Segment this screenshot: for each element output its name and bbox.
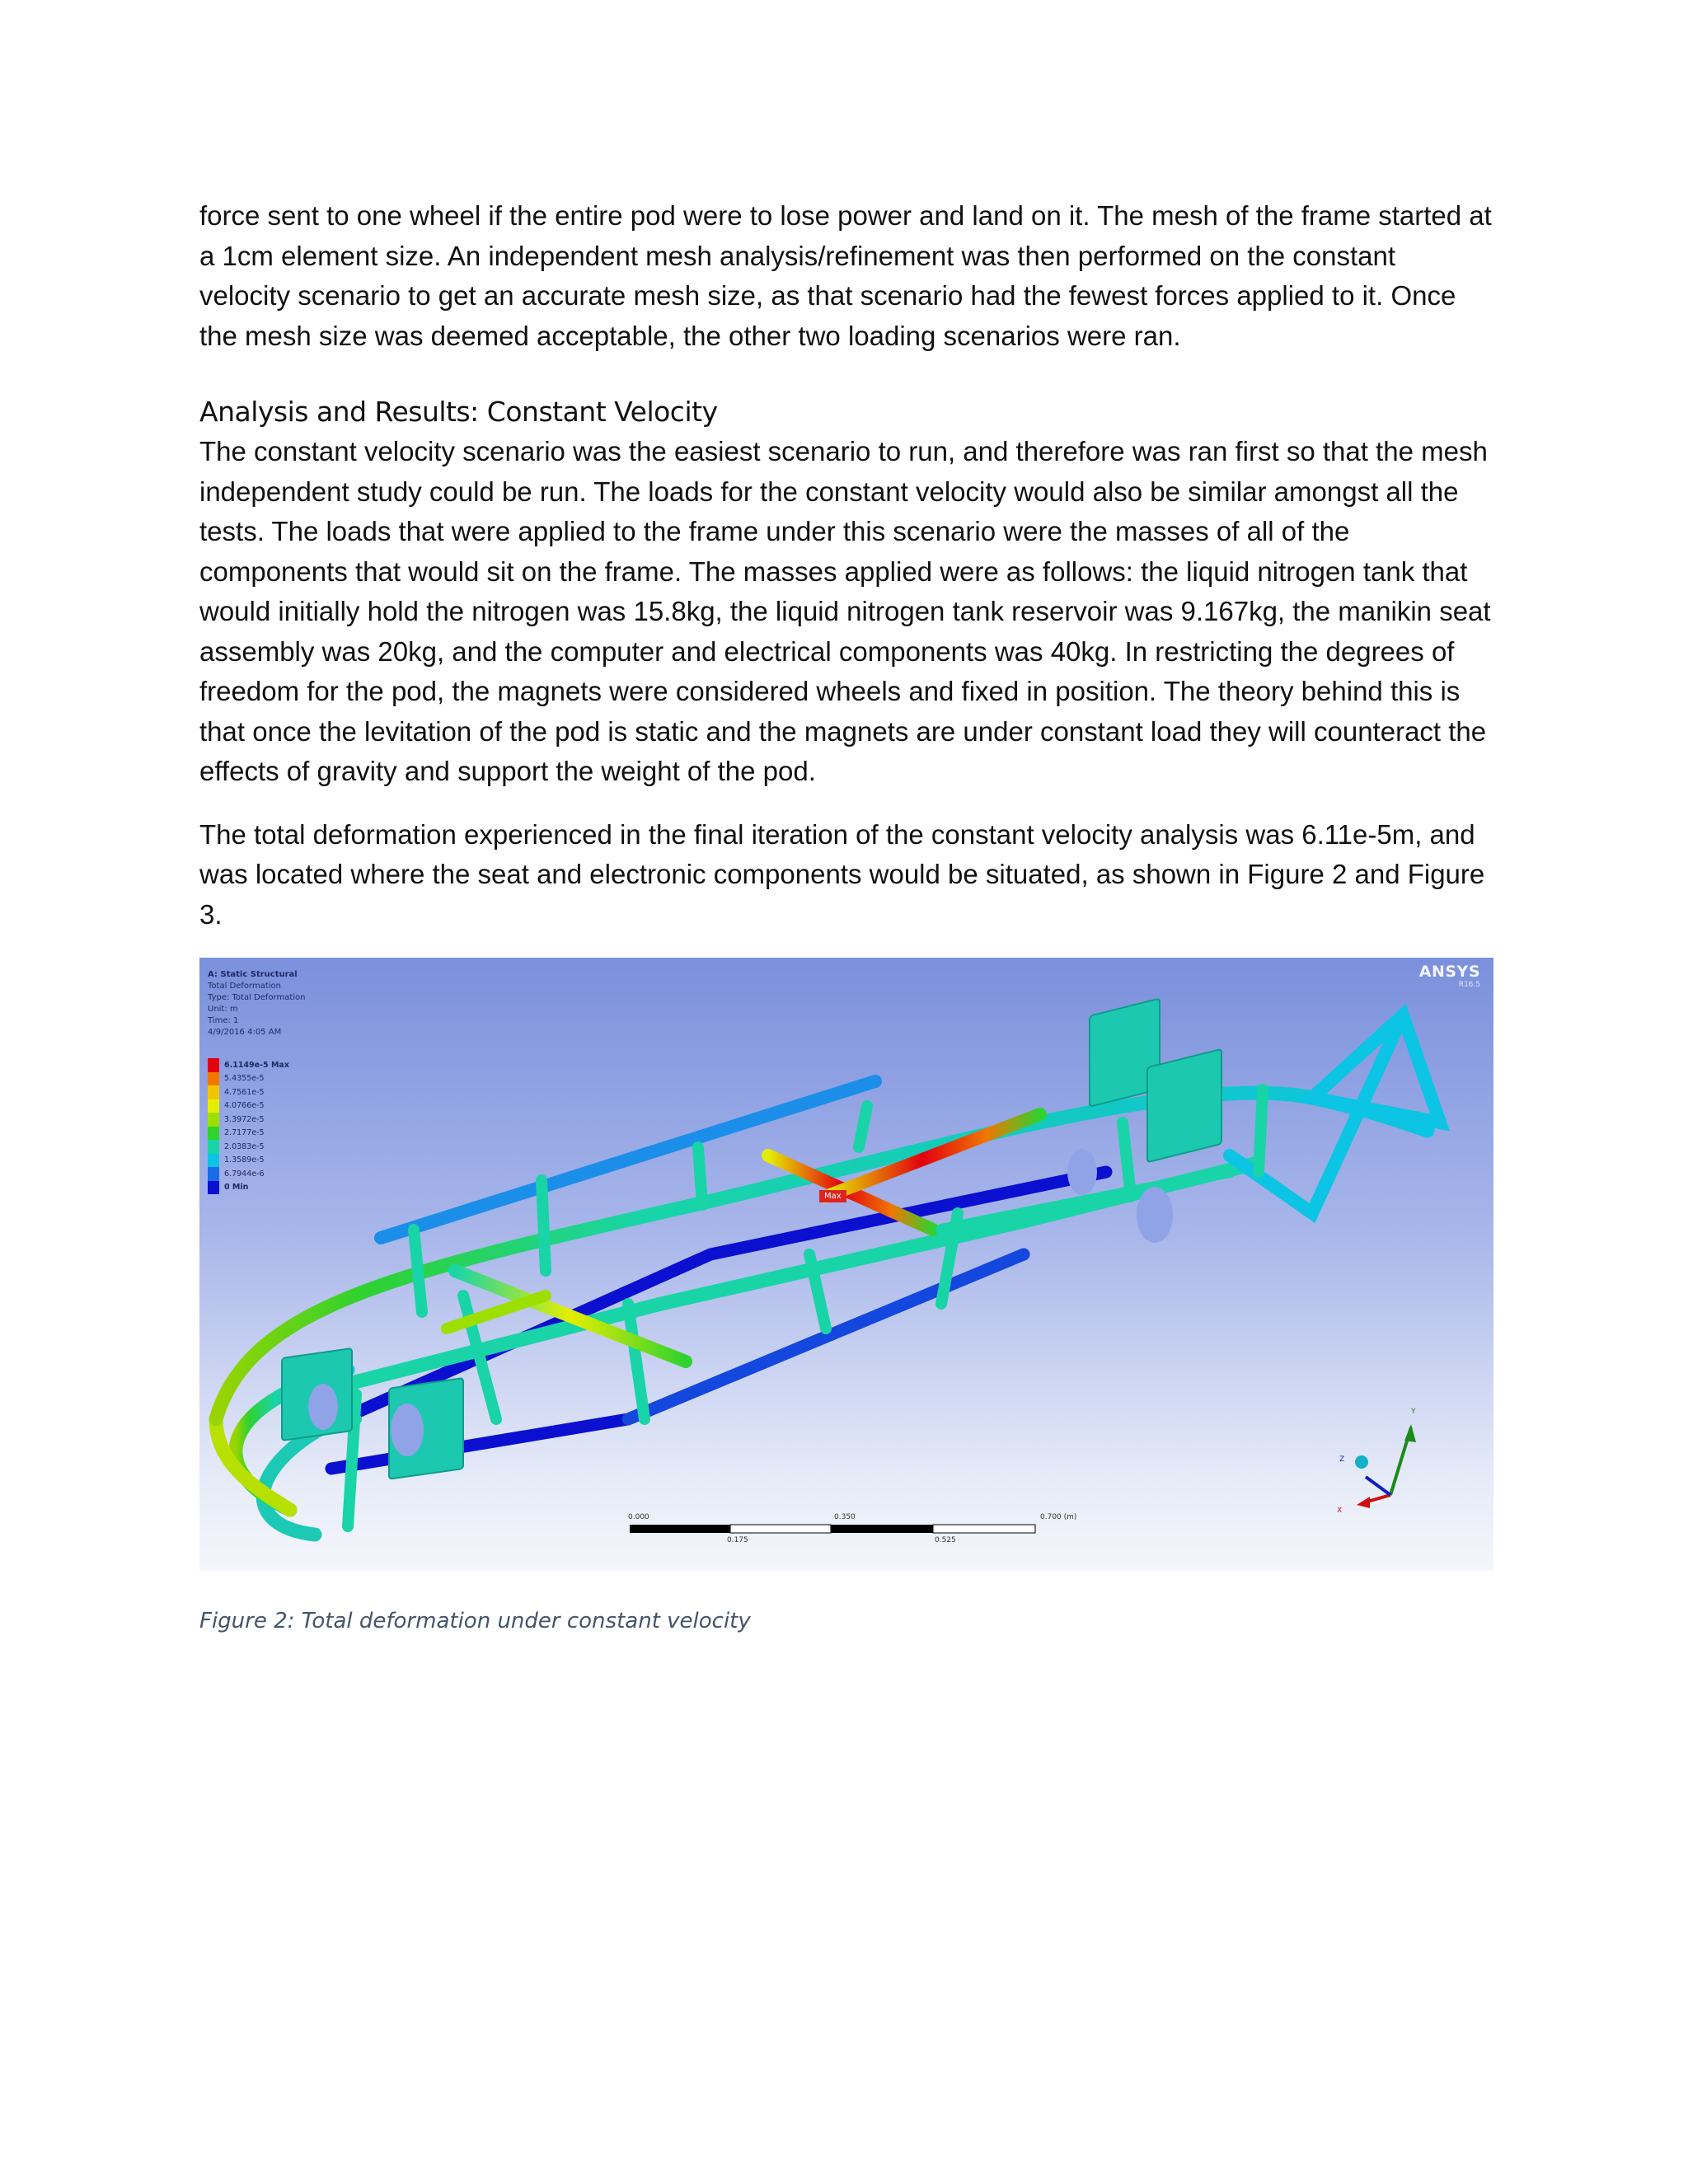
scale-bar: [630, 1525, 1035, 1533]
figure-caption: Figure 2: Total deformation under constant velocity: [199, 1609, 751, 1633]
legend-swatch: [208, 1113, 219, 1127]
legend-entry: [208, 1181, 289, 1195]
scale-label-top: 0.350: [834, 1513, 856, 1521]
legend-label: 5.4355e-5: [224, 1074, 265, 1084]
ansys-brand: ANSYS: [1418, 963, 1480, 981]
legend-entry: [208, 1127, 289, 1141]
result-info: [208, 969, 306, 1038]
legend-swatch: [208, 1099, 219, 1113]
deformation-legend: [208, 1058, 289, 1194]
fea-figure: [199, 958, 1493, 1571]
document-body: [199, 196, 1493, 1633]
paragraph-constant-velocity: The constant velocity scenario was the easiest scenario to run, and therefore was ran first so that the mesh independent study could be run. The loads for the constant velocity would also be similar amongst all the tests. The loads that were applied to the frame under this scenario were the masses of all of the components that would sit on the frame. The masses applied were as follows: the liquid nitrogen tank that would initially hold the nitrogen was 15.8kg, the liquid nitrogen tank reservoir was 9.167kg, the manikin seat assembly was 20kg, and the computer and electrical components was 40kg. In restricting the degrees of freedom for the pod, the magnets were considered wheels and fixed in position. The theory behind this is that once the levitation of the pod is static and the magnets are under constant load they will counteract the effects of gravity and support the weight of the pod.: [199, 436, 1491, 786]
paragraph-total-deformation: The total deformation experienced in the final iteration of the constant velocity analysis was 6.11e-5m, and was located where the seat and electronic components would be situated, as shown in Figure 2 and Figure 3.: [199, 818, 1485, 930]
legend-swatch: [208, 1127, 219, 1141]
ansys-version: R16.5: [1458, 981, 1480, 989]
axis-label-z: Z: [1339, 1455, 1345, 1464]
legend-label: 6.7944e-6: [224, 1169, 265, 1179]
paragraph-mesh: force sent to one wheel if the entire pod were to lose power and land on it. The mesh of the frame started at a 1cm element size. An independent mesh analysis/refinement was then performed on the constant velocity scenario to get an accurate mesh size, as that scenario had the fewest forces applied to it. Once the mesh size was deemed acceptable, the other two loading scenarios were ran.: [199, 200, 1492, 351]
legend-label: 3.3972e-5: [224, 1114, 265, 1124]
legend-entry: [208, 1099, 289, 1113]
pod-frame-render: [199, 958, 1493, 1571]
info-title: A: Static Structural: [208, 970, 298, 979]
legend-label: 4.7561e-5: [224, 1087, 265, 1097]
legend-swatch: [208, 1072, 219, 1086]
legend-entry: [208, 1154, 289, 1168]
scale-label-top: 0.700 (m): [1040, 1513, 1077, 1521]
legend-swatch: [208, 1140, 219, 1154]
max-marker: Max: [819, 1190, 846, 1202]
legend-swatch: [208, 1181, 219, 1195]
info-line: 4/9/2016 4:05 AM: [208, 1028, 282, 1037]
info-line: Time: 1: [208, 1016, 239, 1025]
legend-entry: [208, 1167, 289, 1181]
legend-entry: [208, 1085, 289, 1099]
scale-label-bottom: 0.525: [935, 1536, 956, 1544]
legend-entry: [208, 1140, 289, 1154]
axis-label-y: Y: [1411, 1408, 1416, 1416]
legend-entry: [208, 1058, 289, 1072]
legend-swatch: [208, 1154, 219, 1168]
scale-label-bottom: 0.175: [727, 1536, 748, 1544]
legend-entry: [208, 1072, 289, 1086]
legend-swatch: [208, 1058, 219, 1072]
legend-label: 1.3589e-5: [224, 1155, 265, 1165]
info-line: Type: Total Deformation: [208, 993, 306, 1002]
legend-label: 6.1149e-5 Max: [224, 1060, 289, 1070]
legend-label: 2.0383e-5: [224, 1141, 265, 1151]
legend-swatch: [208, 1085, 219, 1099]
info-line: Total Deformation: [208, 982, 281, 991]
axis-triad: [1355, 1424, 1416, 1508]
legend-swatch: [208, 1167, 219, 1181]
legend-label: 0 Min: [224, 1183, 249, 1193]
legend-label: 4.0766e-5: [224, 1101, 265, 1111]
ansys-logo: [1419, 963, 1480, 989]
scale-label-top: 0.000: [628, 1513, 649, 1521]
legend-label: 2.7177e-5: [224, 1128, 265, 1138]
axis-label-x: X: [1337, 1507, 1343, 1515]
section-heading: Analysis and Results: Constant Velocity: [199, 396, 718, 428]
info-line: Unit: m: [208, 1005, 238, 1014]
legend-entry: [208, 1113, 289, 1127]
